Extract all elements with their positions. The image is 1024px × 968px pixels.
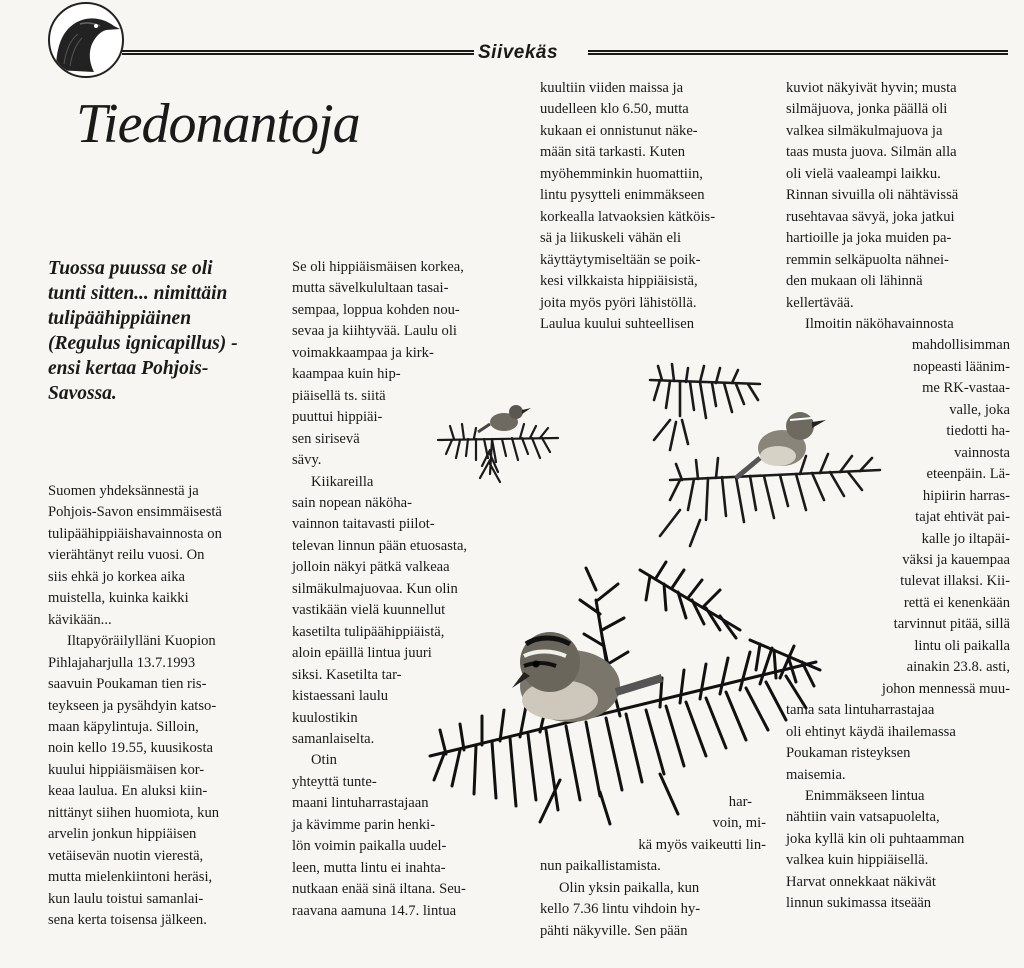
text-line: tulevat illaksi. Kii- xyxy=(900,573,1010,590)
text-line: silmäkulmajuovaa. Kun olin xyxy=(292,580,458,597)
text-line: joka kyllä kin oli puhtaamman xyxy=(786,830,965,847)
text-line: yhteyttä tunte- xyxy=(292,773,377,790)
text-line: kukaan ei onnistunut näke- xyxy=(540,122,698,139)
text-line: siis ehkä jo korkea aika xyxy=(48,568,185,585)
text-line: kuviot näkyivät hyvin; musta xyxy=(786,80,957,96)
text-line: Iltapyöräilylläni Kuopion xyxy=(66,633,216,650)
text-line: pähti näkyville. Sen pään xyxy=(540,922,688,939)
text-line: kävikään... xyxy=(48,611,112,628)
text-line: Ilmoitin näköhavainnosta xyxy=(804,315,954,332)
text-column-3-bottom xyxy=(540,835,766,942)
text-line: siksi. Kasetilta tar- xyxy=(292,666,402,683)
text-line: väksi ja kauempaa xyxy=(902,551,1010,568)
text-line: ainakin 23.8. asti, xyxy=(906,659,1010,676)
text-line: valle, joka xyxy=(949,401,1010,418)
text-line: uudelleen klo 6.50, mutta xyxy=(540,101,689,118)
text-line: vierähtänyt reilu vuosi. On xyxy=(48,547,205,564)
article-title: Tiedonantoja xyxy=(76,93,360,155)
text-line: Poukaman risteyksen xyxy=(786,745,911,762)
text-line: sen sirisevä xyxy=(292,430,360,447)
text-line: kä myös vaikeutti lin- xyxy=(638,837,766,853)
header-rule-left xyxy=(122,50,474,55)
text-line: sempaa, loppua kohden nou- xyxy=(292,301,460,318)
text-line: rusehtavaa sävyä, joka jatkui xyxy=(786,208,955,225)
text-line: leen, mutta lintu ei inahta- xyxy=(292,859,446,876)
text-line: Pohjois-Savon ensimmäisestä xyxy=(48,504,222,521)
text-line: lintu pysytteli enimmäkseen xyxy=(540,187,705,204)
text-line: linnun sukimassa itseään xyxy=(786,895,932,912)
header-rule-right xyxy=(588,50,1008,55)
bird-head-logo-icon xyxy=(48,2,124,78)
text-line: remmin selkäpuolta nähnei- xyxy=(786,251,949,268)
text-line: maani lintuharrastajaan xyxy=(292,795,429,812)
bird-on-spruce-branch-illustration xyxy=(640,360,890,550)
text-line: aloin epäillä lintua juuri xyxy=(292,645,432,662)
text-line: maan käpylintuja. Silloin, xyxy=(48,718,199,735)
text-line: tiedotti ha- xyxy=(946,423,1010,440)
text-line: ja kävimme parin henki- xyxy=(292,816,436,833)
text-line: eteenpäin. Lä- xyxy=(926,466,1010,483)
text-line: Se oli hippiäismäisen korkea, xyxy=(292,259,464,275)
text-line: Enimmäkseen lintua xyxy=(804,787,925,804)
text-line: lön voimin paikalla uudel- xyxy=(292,838,447,855)
text-line: kaampaa kuin hip- xyxy=(292,366,401,383)
text-line: myöhemminkin huomattiin, xyxy=(540,165,703,182)
text-line: kistaessani laulu xyxy=(292,688,389,705)
text-line: piäisellä ts. siitä xyxy=(292,387,386,404)
text-line: mutta sävelkulultaan tasai- xyxy=(292,280,449,297)
text-line: Otin xyxy=(310,752,337,769)
text-line: arvelin jonkun hippiäisen xyxy=(48,826,197,843)
text-line: Laulua kuului suhteellisen xyxy=(540,315,695,332)
text-line: johon mennessä muu- xyxy=(881,680,1010,697)
text-line: noin kello 19.55, kuusikosta xyxy=(48,740,213,757)
text-line: keaa laulua. En aluksi kiin- xyxy=(48,783,208,800)
text-line: den mukaan oli lähinnä xyxy=(786,273,923,290)
text-line: nähtiin vain vatsapuolelta, xyxy=(786,809,940,826)
text-line: teykseen ja pysähdyin katso- xyxy=(48,697,217,714)
text-line: tajat ehtivät pai- xyxy=(915,509,1010,526)
text-line: vainnon taitavasti piilot- xyxy=(292,516,435,533)
text-line: nutkaan enää sinä iltana. Seu- xyxy=(292,881,466,898)
text-line: me RK-vastaa- xyxy=(922,380,1010,397)
lead-line: ensi kertaa Pohjois- xyxy=(48,358,209,379)
text-line: kuului hippiäismäisen kor- xyxy=(48,761,205,778)
text-line: Suomen yhdeksännestä ja xyxy=(48,483,199,499)
text-line: kun laulu toistui samanlai- xyxy=(48,890,204,907)
text-line: kuulostikin xyxy=(292,709,358,726)
text-line: jolloin näkyi pätkä valkeaa xyxy=(292,559,450,576)
text-column-3-top xyxy=(540,78,766,335)
text-line: Harvat onnekkaat näkivät xyxy=(786,873,936,890)
text-line: raavana aamuna 14.7. lintua xyxy=(292,902,457,919)
text-line: tama sata lintuharrastajaa xyxy=(786,702,935,719)
text-line: hartioille ja joka muiden pa- xyxy=(786,230,952,247)
text-line: har- xyxy=(728,794,752,810)
text-line: sävy. xyxy=(292,452,322,469)
text-line: kuultiin viiden maissa ja xyxy=(540,80,684,96)
text-line: sä ja liikuskeli vähän eli xyxy=(540,230,682,247)
text-line: sevaa ja kiihtyvää. Laulu oli xyxy=(292,323,457,340)
text-line: sain nopean näköha- xyxy=(292,494,412,511)
text-column-1 xyxy=(48,481,272,932)
text-line: silmäjuova, jonka päällä oli xyxy=(786,101,948,118)
text-line: voin, mi- xyxy=(712,815,766,831)
text-line: nittänyt siihen huomiota, kun xyxy=(48,804,220,821)
text-line: korkealla latvaoksien kätköis- xyxy=(540,208,716,225)
text-line: kellertävää. xyxy=(786,294,854,311)
text-line: tarvinnut pitää, sillä xyxy=(893,616,1010,633)
text-line: kello 7.36 lintu vihdoin hy- xyxy=(540,901,701,918)
text-line: valkea silmäkulmajuova ja xyxy=(786,122,943,139)
text-line: nun paikallistamista. xyxy=(540,858,661,875)
text-line: vainnosta xyxy=(954,444,1010,461)
text-line: rettä ei kenenkään xyxy=(903,594,1010,611)
section-name: Siivekäs xyxy=(478,42,559,63)
text-line: vetäisevän nuotin vierestä, xyxy=(48,847,204,864)
text-line: muistella, kuinka kaikki xyxy=(48,590,189,607)
text-line: hipiirin harras- xyxy=(922,487,1010,504)
text-line: Pihlajaharjulla 13.7.1993 xyxy=(48,654,196,671)
text-line: käyttäytymiseltään se poik- xyxy=(540,251,701,268)
lead-line: Tuossa puussa se oli xyxy=(48,258,213,279)
text-line: mutta mielenkiintoni heräsi, xyxy=(48,869,213,886)
text-line: taas musta juova. Silmän alla xyxy=(786,144,957,161)
text-line: televan linnun pään etuosasta, xyxy=(292,537,468,554)
lead-line: (Regulus ignicapillus) - xyxy=(48,333,238,354)
text-line: oli ehtinyt käydä ihailemassa xyxy=(786,723,956,740)
lead-line: tulipäähippiäinen xyxy=(48,308,192,329)
text-line: voimakkaampaa ja kirk- xyxy=(292,344,434,361)
lead-line: Savossa. xyxy=(48,383,117,404)
text-line: valkea kuin hippiäisellä. xyxy=(786,852,929,869)
article-lead xyxy=(48,256,274,406)
text-line: Kiikareilla xyxy=(310,473,374,490)
text-line: joita myös pyöri lähistöllä. xyxy=(540,294,697,311)
text-line: saavuin Poukaman tien ris- xyxy=(48,676,207,693)
lead-line: tunti sitten... nimittäin xyxy=(48,283,228,304)
small-bird-on-branch-illustration xyxy=(432,394,564,486)
text-line: kasetilta tulipäähippiäistä, xyxy=(292,623,445,640)
text-line: tulipäähippiäishavainnosta on xyxy=(48,525,222,542)
text-line: kalle jo iltapäi- xyxy=(921,530,1010,547)
text-line: puuttui hippiäi- xyxy=(292,409,383,426)
text-line: maisemia. xyxy=(786,766,846,783)
text-line: vastikään vielä kuunnellut xyxy=(292,602,446,619)
text-line: sena kerta toisensa jälkeen. xyxy=(48,912,207,929)
text-line: oli vielä vaaleampi laikku. xyxy=(786,165,941,182)
large-bird-on-spruce-branch-illustration xyxy=(420,560,830,830)
text-line: lintu oli paikalla xyxy=(914,637,1010,654)
text-line: samanlaiselta. xyxy=(292,730,375,747)
text-line: nopeasti läänim- xyxy=(913,358,1010,375)
text-line: mahdollisimman xyxy=(911,337,1010,354)
text-line: mään sitä tarkasti. Kuten xyxy=(540,144,686,161)
text-line: Rinnan sivuilla oli nähtävissä xyxy=(786,187,959,204)
text-line: kesi vilkkaista hippiäisistä, xyxy=(540,273,698,290)
text-line: Olin yksin paikalla, kun xyxy=(558,879,700,896)
